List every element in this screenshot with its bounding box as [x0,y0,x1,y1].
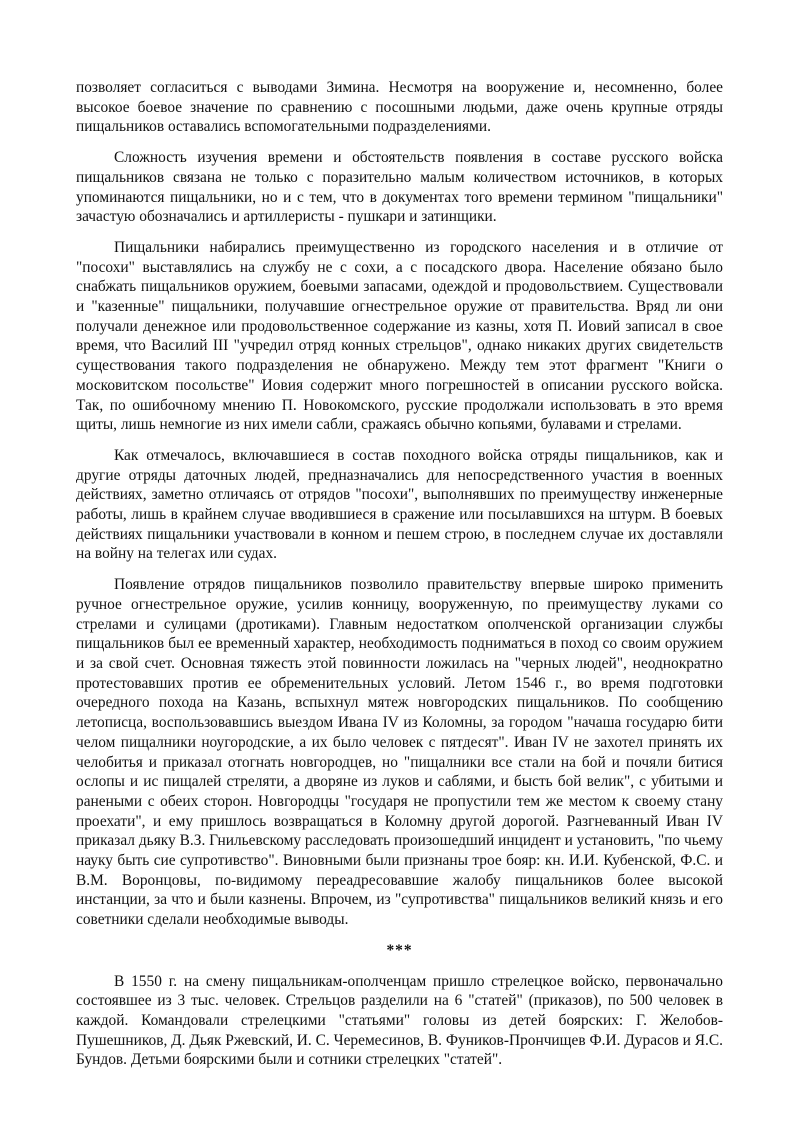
paragraph: Пищальники набирались преимущественно из городского населения и в отличие от "посохи" выставлялись на службу не с сохи, а с посадского двора. Население обязано было снабжать пищальников оружием, боевыми запасами, одеждой и продовольствием. Существовали и "казенные" пищальники, получавшие огнестрельное оружие от правительства. Вряд ли они получали денежное или продовольственное содержание из казны, хотя П. Иовий записал в свое время, что Василий III "учредил отряд конных стрельцов", однако никаких других свидетельств существования такого подразделения не обнаружено. Между тем этот фрагмент "Книги о московитском посольстве" Иовия содержит много погрешностей в описании русского войска. Так, по ошибочному мнению П. Новокомского, русские продолжали использовать в это время щиты, лишь немногие из них имели сабли, сражаясь обычно копьями, булавами и стрелами. [76,238,723,434]
paragraph: Как отмечалось, включавшиеся в состав походного войска отряды пищальников, как и другие отряды даточных людей, предназначались для непосредственного участия в военных действиях, заметно отличаясь от отрядов "посохи", выполнявших по преимуществу инженерные работы, лишь в крайнем случае вводившиеся в сражение или посылавшихся на штурм. В боевых действиях пищальники участвовали в конном и пешем строю, в последнем случае их доставляли на войну на телегах или судах. [76,446,723,563]
document-page [76,78,723,1081]
section-separator: *** [386,941,413,959]
paragraph: Появление отрядов пищальников позволило правительству впервые широко применить ручное огнестрельное оружие, усилив конницу, вооруженную, по преимуществу луками со стрелами и сулицами (дротиками). Главным недостатком ополченской организации службы пищальников был ее временный характер, необходимость подниматься в поход со своим оружием и за свой счет. Основная тяжесть этой повинности ложилась на "черных людей", неоднократно протестовавших против ее обременительных условий. Летом 1546 г., во время подготовки очередного похода на Казань, вспыхнул мятеж новгородских пищальников. По сообщению летописца, воспользовавшись выездом Ивана IV из Коломны, за городом "начаша государю бити челом пищалники ноугородские, а их было человек с пятдесят". Иван IV не захотел принять их челобитья и приказал отогнать новгородцев, но "пищалники все стали на бой и почяли битися ослопы и ис пищалей стреляти, а дворяне из луков и саблями, и бысть бой велик", с убитыми и ранеными с обеих сторон. Новгородцы "государя не пропустили тем же местом к своему стану проехати", и ему пришлось возвращаться в Коломну другой дорогой. Разгневанный Иван IV приказал дьяку В.З. Гнильевскому расследовать произошедший инцидент и установить, "по чьему науку быть сие супротивство". Виновными были признаны трое бояр: кн. И.И. Кубенской, Ф.С. и В.М. Воронцовы, по-видимому переадресовавшие жалобу пищальников более высокой инстанции, за что и были казнены. Впрочем, из "супротивства" пищальников великий князь и его советники сделали необходимые выводы. [76,576,723,929]
paragraph: В 1550 г. на смену пищальникам-ополченцам пришло стрелецкое войско, первоначально состоявшее из 3 тыс. человек. Стрельцов разделили на 6 "статей" (приказов), по 500 человек в каждой. Командовали стрелецкими "статьями" головы из детей боярских: Г. Желобов-Пушешников, Д. Дьяк Ржевский, И. С. Черемесинов, В. Фуников-Прончищев Ф.И. Дурасов и Я.С. Бундов. Детьми боярскими были и сотники стрелецких "статей". [76,972,723,1069]
paragraph: Сложность изучения времени и обстоятельств появления в составе русского войска пищальников связана не только с поразительно малым количеством источников, в которых упоминаются пищальники, но и с тем, что в документах того времени термином "пищальники" зачастую обозначались и артиллеристы - пушкари и затинщики. [76,149,723,226]
paragraph: позволяет согласиться с выводами Зимина. Несмотря на вооружение и, несомненно, более высокое боевое значение по сравнению с посошными людьми, даже очень крупные отряды пищальников оставались вспомогательными подразделениями. [76,79,723,136]
